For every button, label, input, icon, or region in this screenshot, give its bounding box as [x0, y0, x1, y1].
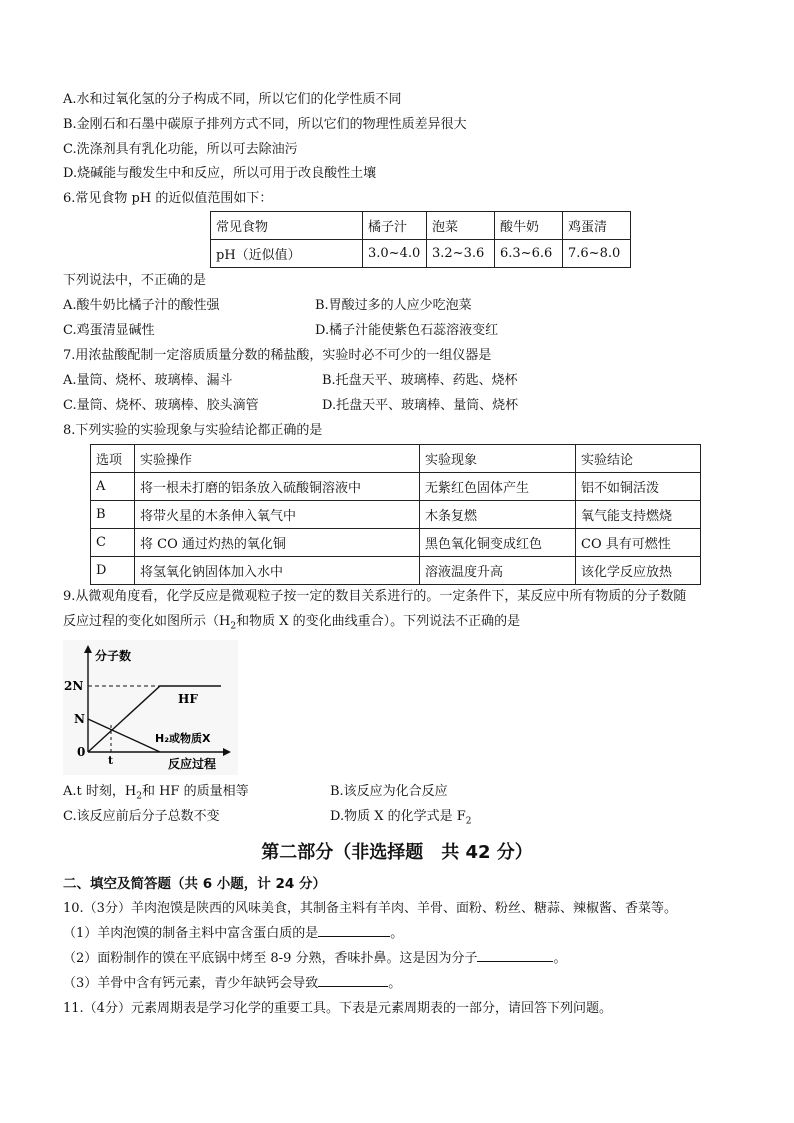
table-cell: 选项: [91, 445, 135, 473]
q8-stem: 8.下列实验的实验现象与实验结论都正确的是: [63, 423, 323, 438]
q10-sub1: [63, 924, 403, 944]
q9-option-c: C.该反应前后分子总数不变: [63, 809, 220, 824]
table-cell: 泡菜: [427, 212, 495, 240]
table-cell: 黑色氧化铜变成红色: [420, 529, 576, 557]
table-cell: 3.0~4.0: [363, 240, 427, 268]
table-cell: 木条复燃: [420, 501, 576, 529]
q7-option-b: B.托盘天平、玻璃棒、药匙、烧杯: [322, 373, 518, 388]
q6-prompt: 下列说法中，不正确的是: [63, 273, 207, 288]
q10-sub3: [63, 974, 401, 994]
subscript: 2: [230, 621, 237, 632]
q9-option-a-part2: 和 HF 的质量相等: [141, 784, 249, 799]
answer-blank[interactable]: [318, 974, 388, 987]
period: 。: [388, 976, 402, 991]
chart-background: [63, 640, 238, 775]
table-cell: C: [91, 529, 135, 557]
table-cell: CO 具有可燃性: [576, 529, 701, 557]
table-cell: 铝不如铜活泼: [576, 473, 701, 501]
table-cell: 酸牛奶: [495, 212, 563, 240]
section-heading: 二、填空及简答题（共 6 小题，计 24 分）: [63, 876, 326, 892]
table-cell: 将一根未打磨的铝条放入硫酸铜溶液中: [135, 473, 420, 501]
q6-option-b: B.胃酸过多的人应少吃泡菜: [315, 298, 472, 313]
q7-option-c: C.量筒、烧杯、玻璃棒、胶头滴管: [63, 398, 259, 413]
series-label-h2-x: H₂或物质X: [155, 732, 211, 745]
q9-stem-line2: [63, 612, 520, 637]
q5-option-d: D.烧碱能与酸发生中和反应，所以可用于改良酸性土壤: [63, 166, 377, 181]
table-cell: D: [91, 557, 135, 585]
q9-option-d-text: D.物质 X 的化学式是 F: [330, 809, 466, 824]
y-axis-label: 分子数: [95, 649, 132, 663]
x-tick-label-t: t: [108, 754, 114, 767]
table-row: [91, 473, 701, 501]
q6-ph-table: [210, 211, 631, 268]
q7-stem: 7.用浓盐酸配制一定溶质质量分数的稀盐酸，实验时必不可少的一组仪器是: [63, 348, 492, 363]
table-cell: 实验操作: [135, 445, 420, 473]
answer-blank[interactable]: [318, 924, 390, 937]
q7-option-a: A.量筒、烧杯、玻璃棒、漏斗: [63, 373, 233, 388]
table-cell: A: [91, 473, 135, 501]
table-cell: 实验结论: [576, 445, 701, 473]
molecule-count-chart: [63, 640, 238, 775]
q10-sub2: [63, 949, 567, 969]
q9-option-d: [330, 807, 472, 832]
table-cell: 橘子汁: [363, 212, 427, 240]
table-cell: 将 CO 通过灼热的氧化铜: [135, 529, 420, 557]
q5-option-a: A.水和过氧化氢的分子构成不同，所以它们的化学性质不同: [63, 92, 402, 107]
q9-stem-line1: 9.从微观角度看，化学反应是微观粒子按一定的数目关系进行的。一定条件下，某反应中所有物质的分子数随: [63, 589, 687, 604]
q10-sub3-text: （3）羊骨中含有钙元素，青少年缺钙会导致: [63, 976, 319, 991]
table-cell: 3.2~3.6: [427, 240, 495, 268]
q11-stem: 11.（4分）元素周期表是学习化学的重要工具。下表是元素周期表的一部分，请回答下列问题。: [63, 1001, 612, 1016]
q7-option-d: D.托盘天平、玻璃棒、量筒、烧杯: [322, 398, 519, 413]
q6-option-a: A.酸牛奶比橘子汁的酸性强: [63, 298, 220, 313]
table-cell: 实验现象: [420, 445, 576, 473]
q9-option-a-part1: A.t 时刻，H: [63, 784, 137, 799]
q10-sub1-text: （1）羊肉泡馍的制备主料中富含蛋白质的是: [63, 926, 319, 941]
answer-blank[interactable]: [477, 949, 553, 962]
q10-sub2-text: （2）面粉制作的馍在平底锅中烤至 8-9 分熟，香味扑鼻。这是因为分子: [63, 951, 478, 966]
table-cell: 无紫红色固体产生: [420, 473, 576, 501]
origin-label: 0: [77, 745, 86, 759]
q10-stem: 10.（3分）羊肉泡馍是陕西的风味美食，其制备主料有羊肉、羊骨、面粉、粉丝、糖蒜、辣椒酱、香菜等。: [63, 901, 677, 916]
table-cell: 该化学反应放热: [576, 557, 701, 585]
table-row: [91, 529, 701, 557]
q6-option-c: C.鸡蛋清显碱性: [63, 323, 155, 338]
q5-option-c: C.洗涤剂具有乳化功能，所以可去除油污: [63, 142, 298, 157]
q8-experiment-table: [90, 444, 701, 585]
table-cell: 6.3~6.6: [495, 240, 563, 268]
table-cell: 将带火星的木条伸入氧气中: [135, 501, 420, 529]
q6-option-d: D.橘子汁能使紫色石蕊溶液变红: [315, 323, 499, 338]
table-cell: 7.6~8.0: [563, 240, 631, 268]
q9-option-b: B.该反应为化合反应: [330, 784, 448, 799]
table-cell: 常见食物: [211, 212, 363, 240]
y-tick-label-2n: 2N: [64, 679, 84, 693]
period: 。: [390, 926, 404, 941]
table-row: [211, 240, 631, 268]
table-header-row: [91, 445, 701, 473]
q9-stem-part-a: 反应过程的变化如图所示（H: [63, 614, 231, 629]
table-row: [91, 557, 701, 585]
part2-title: 第二部分（非选择题 共 42 分）: [261, 842, 533, 863]
table-cell: 氧气能支持燃烧: [576, 501, 701, 529]
q6-stem: 6.常见食物 pH 的近似值范围如下：: [63, 191, 273, 206]
y-tick-label-n: N: [74, 712, 85, 726]
q9-stem-part-b: 和物质 X 的变化曲线重合）。下列说法不正确的是: [236, 614, 521, 629]
table-cell: 溶液温度升高: [420, 557, 576, 585]
x-axis-label: 反应过程: [168, 757, 217, 771]
series-label-hf: HF: [178, 692, 198, 706]
q5-option-b: B.金刚石和石墨中碳原子排列方式不同，所以它们的物理性质差异很大: [63, 117, 467, 132]
table-cell: B: [91, 501, 135, 529]
table-header-row: [211, 212, 631, 240]
subscript: 2: [465, 816, 472, 827]
table-row: [91, 501, 701, 529]
table-cell: 将氢氧化钠固体加入水中: [135, 557, 420, 585]
period: 。: [553, 951, 567, 966]
table-cell: 鸡蛋清: [563, 212, 631, 240]
q9-option-a: [63, 782, 249, 807]
subscript: 2: [136, 791, 142, 802]
table-cell: pH（近似值）: [211, 240, 363, 268]
